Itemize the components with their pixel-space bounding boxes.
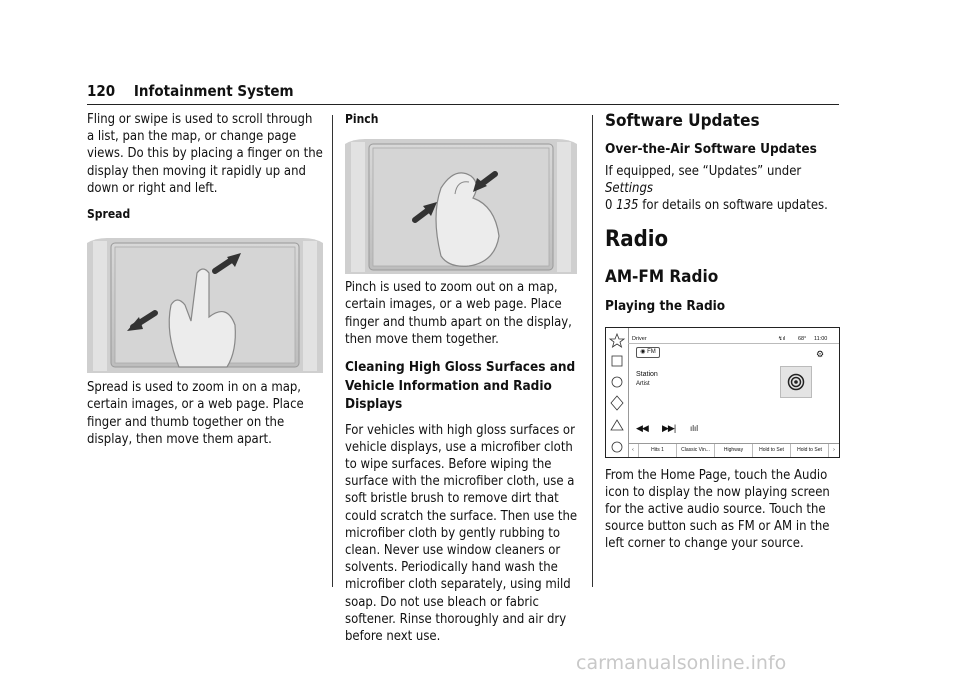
preset-button[interactable]: Hold to Set [753,444,791,457]
ota-paragraph: If equipped, see “Updates” under Settings 0 135 for details on software updates. [605,164,828,214]
preset-button[interactable]: Highway [715,444,753,457]
radio-art-icon [780,366,812,398]
audio-settings-icon[interactable]: ⚙ [816,348,825,359]
radio-side-icons [606,328,629,457]
column-divider [592,115,593,587]
spread-caption: Spread [87,207,131,222]
column-2 [345,111,579,645]
cleaning-heading: Cleaning High Gloss Surfaces and Vehicle Information and Radio Displays [345,359,576,413]
software-updates-heading: Software Updates [605,111,760,131]
section-title: Infotainment System [133,82,294,100]
clock: 11:00 [814,335,828,342]
column-divider [332,115,333,587]
temperature: 68° [798,335,807,342]
radio-heading: Radio [605,226,669,252]
spread-illustration [87,233,323,373]
am-fm-radio-heading: AM-FM Radio [605,266,719,287]
source-icon: ◉ [640,348,646,355]
radio-screen [605,327,840,458]
preset-button[interactable]: Classic Vin... [677,444,715,457]
page-number: 120 [87,82,116,100]
spread-paragraph: Spread is used to zoom in on a map, certain images, or a web page. Place finger and thumb together on the display, then move them apart. [87,380,304,447]
driver-label: Driver [632,335,647,342]
station-list-icon[interactable]: ılıl [690,423,698,433]
seek-back-icon[interactable]: ◀◀ [636,422,648,433]
source-button[interactable]: ◉ FM [636,347,660,358]
preset-left-arrow-icon[interactable]: ‹ [628,444,639,457]
pinch-caption: Pinch [345,112,379,126]
artist-label: Artist [636,380,650,387]
column-3 [605,111,839,553]
header-rule [87,104,839,105]
station-label: Station [636,370,658,378]
page-ref-symbol: 0 [605,198,613,214]
cleaning-paragraph: For vehicles with high gloss surfaces or vehicle displays, use a microfiber cloth to wipe surfaces. Before wiping the surface with the microfiber cloth, use a soft bristle brush to remove dirt that could scratch the surface. Then use the microfiber cloth by gently rubbing to clean. Never use window cleaners or solvents. Periodically hand wash the microfiber cloth separately, using mild soap. Do not use bleach or fabric softener. Rinse thoroughly and air dry before next use. [345,422,578,644]
radio-screen-illustration [605,327,839,457]
settings-link[interactable]: Settings [605,181,653,197]
watermark: carmanualsonline.info [576,652,787,674]
radio-paragraph: From the Home Page, touch the Audio icon to display the now playing screen for the active audio source. Touch the source button such as FM or AM in the left corner to change your source. [605,467,830,552]
page-header [87,82,294,100]
signal-icon: ↯ıl [778,335,786,342]
pinch-illustration [345,136,577,274]
radio-status-bar [628,328,839,344]
fling-paragraph: Fling or swipe is used to scroll through a list, pan the map, or change page views. Do this by placing a finger on the display then moving it rapidly up and down or right and left. [87,112,323,196]
preset-button[interactable]: Hold to Set [791,444,829,457]
pinch-paragraph: Pinch is used to zoom out on a map, certain images, or a web page. Place finger and thumb apart on the display, then move them together. [345,280,572,347]
preset-right-arrow-icon[interactable]: › [833,446,835,453]
preset-button[interactable]: Hits 1 [639,444,677,457]
preset-bar [628,443,839,457]
ota-heading: Over-the-Air Software Updates [605,141,817,157]
seek-forward-icon[interactable]: ▶▶| [662,422,676,433]
page-ref[interactable]: 135 [616,198,639,214]
playing-the-radio-heading: Playing the Radio [605,297,726,314]
column-1 [87,111,323,448]
